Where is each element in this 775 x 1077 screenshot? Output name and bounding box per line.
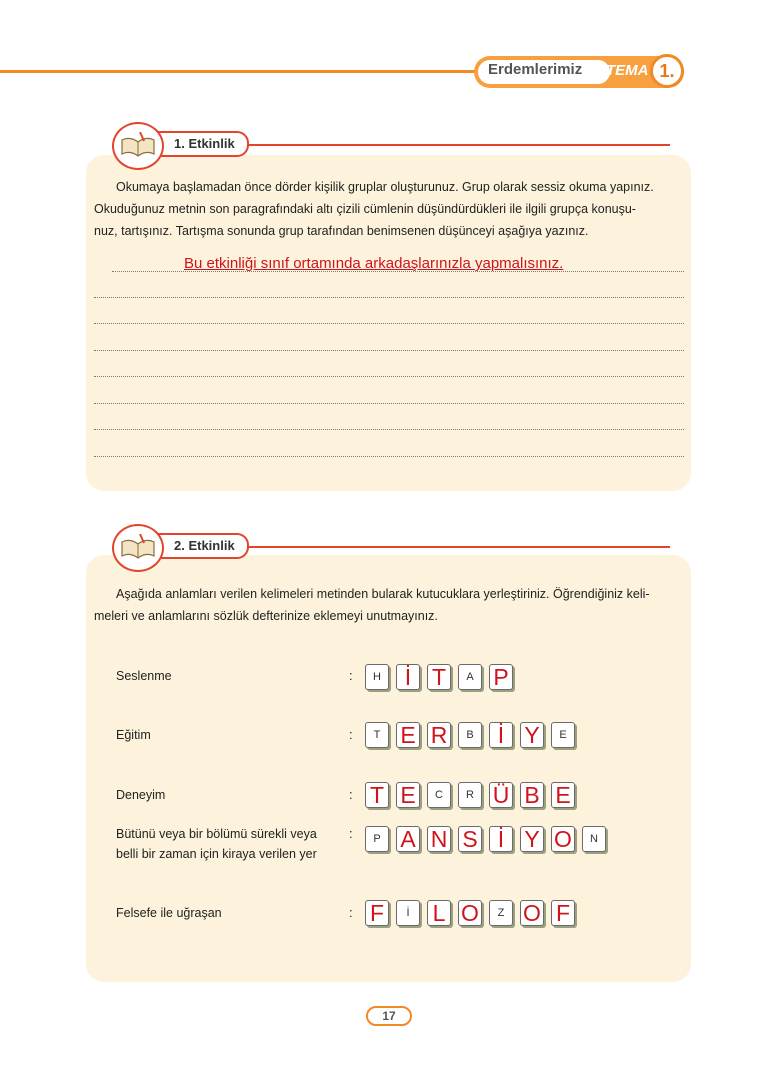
- letter-box-given: P: [365, 826, 389, 852]
- letter-box-answer: Y: [520, 722, 544, 748]
- definition-label: [116, 824, 317, 864]
- activity2-instructions: [94, 583, 686, 627]
- tema-label: TEMA: [606, 62, 649, 79]
- writing-line: [94, 350, 684, 351]
- letter-box-answer: T: [365, 782, 389, 808]
- instruction-line: meleri ve anlamlarını sözlük defterinize eklemeyi unutmayınız.: [94, 609, 438, 623]
- letter-box-answer: E: [551, 782, 575, 808]
- definition-label: [116, 666, 172, 686]
- definition-line: Bütünü veya bir bölümü sürekli veya: [116, 827, 317, 841]
- colon: :: [349, 905, 353, 920]
- activity1-answer: Bu etkinliği sınıf ortamında arkadaşlarınızla yapmalısınız.: [184, 255, 564, 272]
- tema-number: 1.: [650, 54, 684, 88]
- letter-box-given: B: [458, 722, 482, 748]
- letter-box-answer: İ: [396, 664, 420, 690]
- colon: :: [349, 787, 353, 802]
- letter-box-given: N: [582, 826, 606, 852]
- page-number: 17: [366, 1006, 412, 1026]
- letter-box-answer: F: [551, 900, 575, 926]
- letter-box-answer: O: [520, 900, 544, 926]
- letter-box-given: R: [458, 782, 482, 808]
- letter-box-given: T: [365, 722, 389, 748]
- writing-line: [94, 403, 684, 404]
- activity2-title-text: 2. Etkinlik: [174, 538, 235, 553]
- letter-box-answer: R: [427, 722, 451, 748]
- letter-box-given: H: [365, 664, 389, 690]
- writing-line: [94, 323, 684, 324]
- letter-box-answer: L: [427, 900, 451, 926]
- definition-line: Seslenme: [116, 669, 172, 683]
- book-icon: [112, 122, 164, 170]
- letter-box-answer: İ: [489, 722, 513, 748]
- activity2-rule: [220, 546, 670, 548]
- activity1-rule: [220, 144, 670, 146]
- instruction-line: Okuduğunuz metnin son paragrafındaki altı çizili cümlenin düşündürdükleri ile ilgili grupça konuşu-: [94, 202, 636, 216]
- letter-box-answer: E: [396, 722, 420, 748]
- colon: :: [349, 727, 353, 742]
- writing-line: [94, 297, 684, 298]
- definition-label: [116, 903, 222, 923]
- activity1-instructions: [94, 176, 686, 242]
- instruction-line: Okumaya başlamadan önce dörder kişilik gruplar oluşturunuz. Grup olarak sessiz okuma yapınız.: [116, 180, 654, 194]
- activity1-header: [90, 122, 680, 152]
- definition-label: [116, 725, 151, 745]
- colon: :: [349, 826, 353, 841]
- letter-box-answer: O: [458, 900, 482, 926]
- theme-title: Erdemlerimiz: [488, 61, 583, 78]
- letter-box-answer: N: [427, 826, 451, 852]
- writing-line: [94, 429, 684, 430]
- letter-box-answer: F: [365, 900, 389, 926]
- letter-box-answer: T: [427, 664, 451, 690]
- definition-line: Deneyim: [116, 788, 166, 802]
- letter-box-answer: B: [520, 782, 544, 808]
- activity1-title-text: 1. Etkinlik: [174, 136, 235, 151]
- writing-line: [94, 376, 684, 377]
- instruction-line: Aşağıda anlamları verilen kelimeleri metinden bularak kutucuklara yerleştiriniz. Öğrendiğiniz keli-: [116, 587, 650, 601]
- instruction-line: nuz, tartışınız. Tartışma sonunda grup tarafından benimsenen düşünceyi aşağıya yazınız.: [94, 224, 589, 238]
- letter-box-given: A: [458, 664, 482, 690]
- activity2-header: [90, 524, 680, 554]
- writing-line: [94, 456, 684, 457]
- definition-line: Felsefe ile uğraşan: [116, 906, 222, 920]
- letter-box-answer: A: [396, 826, 420, 852]
- letter-box-given: E: [551, 722, 575, 748]
- letter-box-answer: E: [396, 782, 420, 808]
- letter-box-answer: Ü: [489, 782, 513, 808]
- header-rule: [0, 70, 480, 73]
- letter-box-answer: Y: [520, 826, 544, 852]
- book-icon: [112, 524, 164, 572]
- letter-box-given: Z: [489, 900, 513, 926]
- letter-box-answer: İ: [489, 826, 513, 852]
- letter-box-answer: O: [551, 826, 575, 852]
- definition-label: [116, 785, 165, 805]
- definition-line: Eğitim: [116, 728, 151, 742]
- letter-box-given: C: [427, 782, 451, 808]
- definition-line: belli bir zaman için kiraya verilen yer: [116, 847, 317, 861]
- colon: :: [349, 668, 353, 683]
- letter-box-given: İ: [396, 900, 420, 926]
- theme-header: [474, 56, 692, 90]
- letter-box-answer: S: [458, 826, 482, 852]
- letter-box-answer: P: [489, 664, 513, 690]
